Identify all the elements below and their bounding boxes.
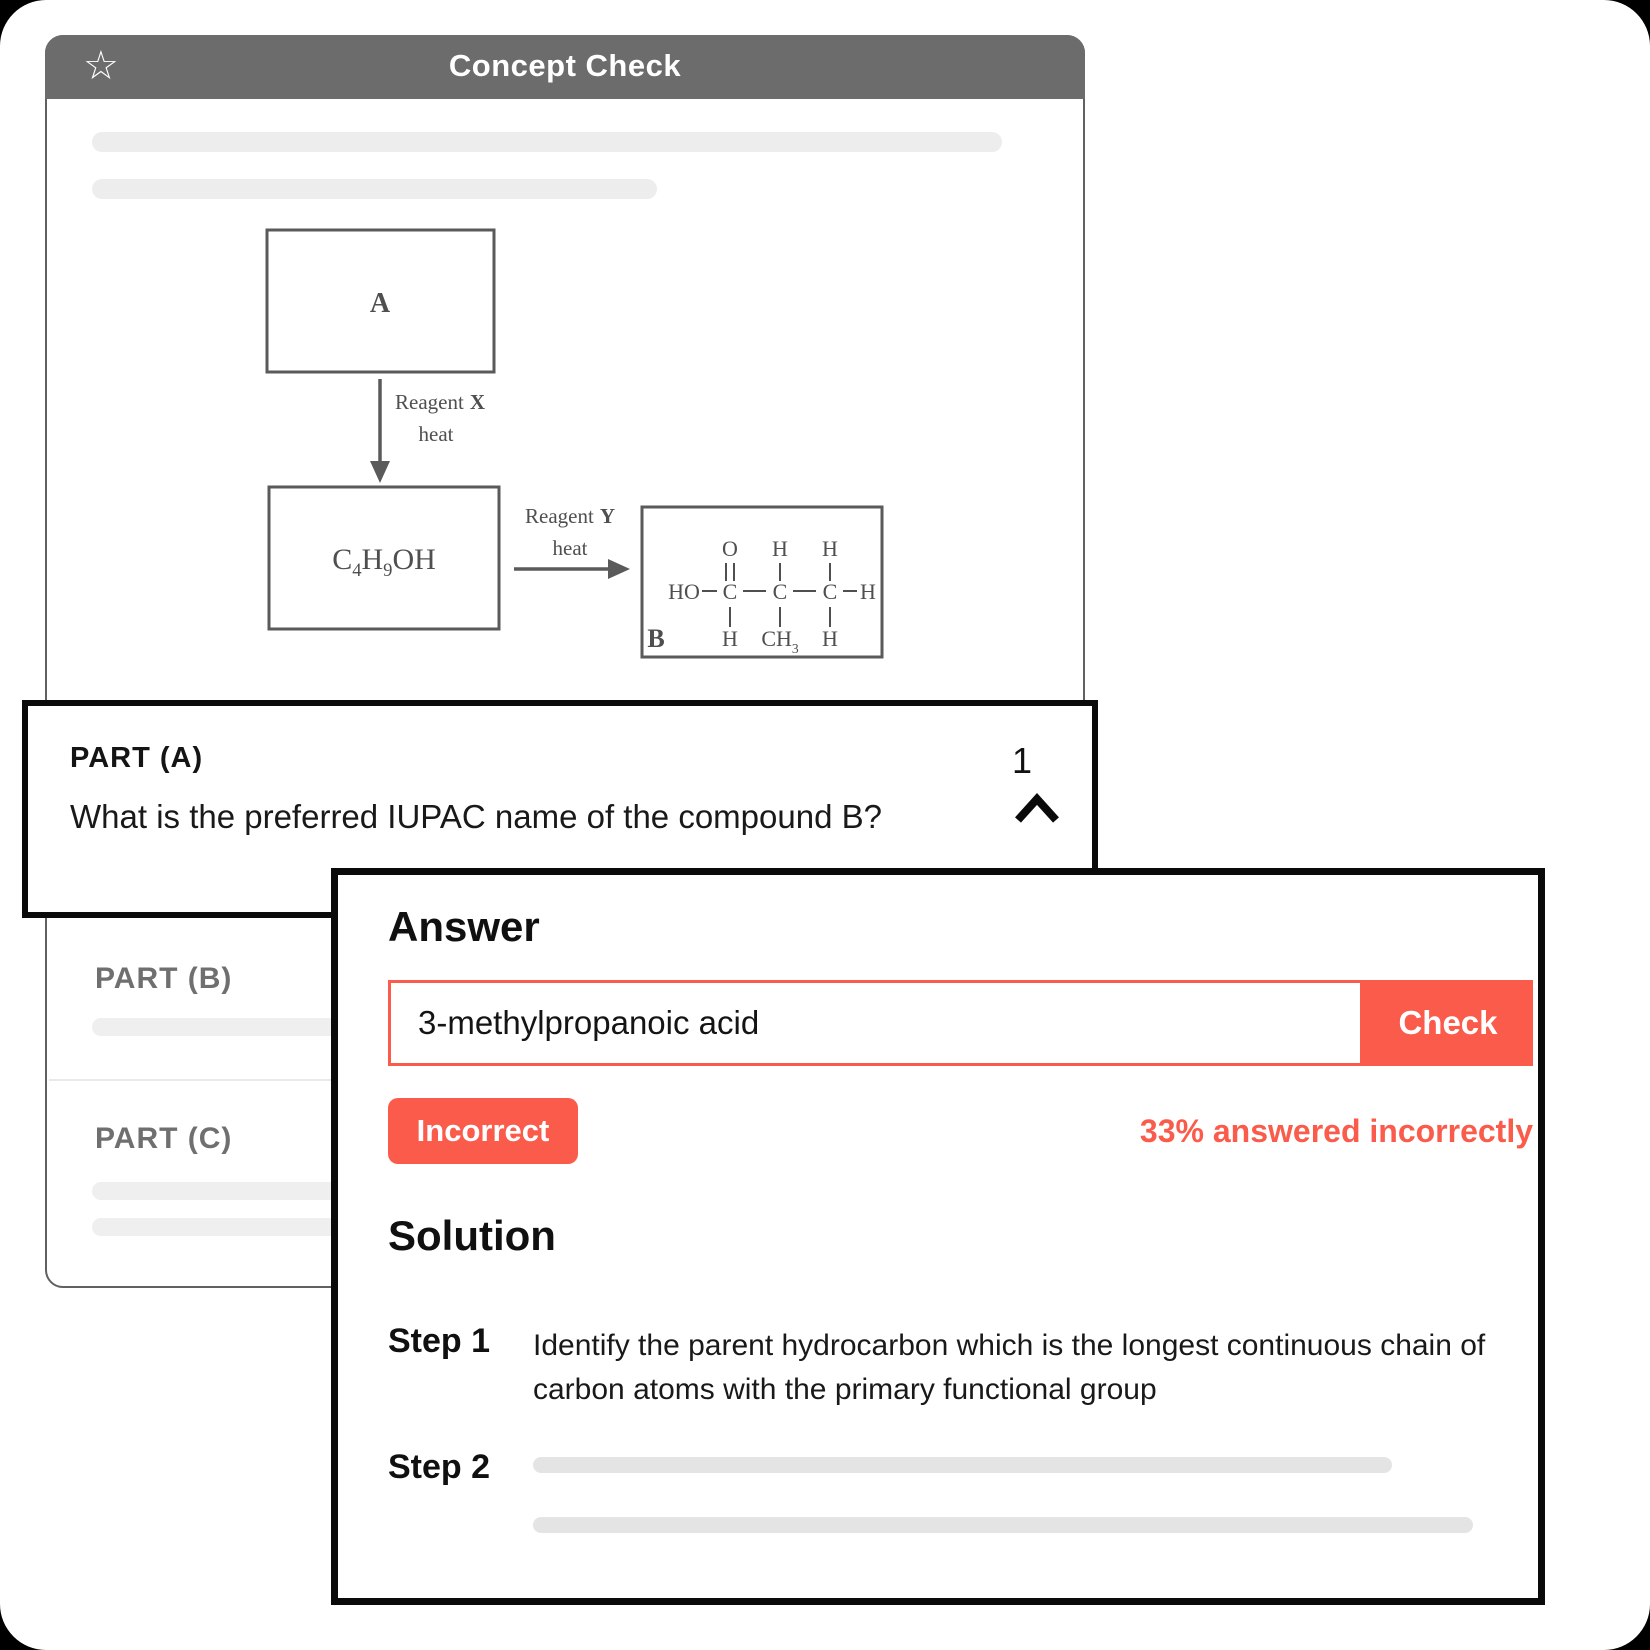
answer-input[interactable] [388, 980, 1363, 1066]
intermediate-box [269, 487, 499, 629]
atom-c: C [822, 579, 838, 604]
arrow-right-head [608, 559, 630, 579]
check-button[interactable]: Check [1363, 980, 1533, 1066]
atom-c: C [772, 579, 788, 604]
reagent-x-label: Reagent X [395, 390, 485, 414]
collapse-chevron-up-icon[interactable] [1014, 792, 1060, 824]
skeleton-line [92, 132, 1002, 152]
status-badge: Incorrect [388, 1098, 578, 1164]
atom-ch3: $CH_3$ [761, 626, 799, 656]
step-text-line: Identify the parent hydrocarbon which is the longest continuous chain of [533, 1329, 1486, 1362]
card-header [45, 35, 1085, 99]
step-label: Step 2 [388, 1448, 491, 1486]
question-text: What is the preferred IUPAC name of the compound B? [70, 798, 882, 835]
atom-c: C [722, 579, 738, 604]
intermediate-formula: $C_4H_9OH$ [332, 543, 436, 581]
atom-h: H [822, 626, 838, 651]
card-title: Concept Check [448, 48, 682, 83]
solution-heading: Solution [388, 1212, 556, 1259]
answer-heading: Answer [388, 903, 540, 950]
heat-label-2: heat [552, 536, 588, 560]
reaction-diagram [62, 217, 1042, 687]
skeleton-line [533, 1457, 1392, 1473]
atom-h: H [822, 536, 838, 561]
part-c-label: PART (C) [95, 1122, 233, 1155]
stat-text: 33% answered incorrectly [1139, 1112, 1533, 1149]
compound-b-label: B [647, 624, 665, 653]
atom-h: H [722, 626, 738, 651]
skeleton-line [533, 1517, 1473, 1533]
answer-input-row [388, 980, 1533, 1066]
star-icon[interactable]: ☆ [83, 43, 119, 89]
atom-h: H [860, 579, 876, 604]
atom-o: O [722, 536, 738, 561]
part-a-label: PART (A) [70, 742, 204, 774]
part-b-label: PART (B) [95, 962, 233, 995]
atom-h: H [772, 536, 788, 561]
answer-panel [331, 868, 1545, 1605]
part-count: 1 [1011, 740, 1033, 781]
heat-label-1: heat [418, 422, 454, 446]
step-label: Step 1 [388, 1322, 491, 1360]
reagent-y-label: Reagent Y [525, 504, 615, 528]
status-row [388, 1098, 1533, 1164]
skeleton-line [92, 179, 657, 199]
step-text-line: carbon atoms with the primary functional group [533, 1373, 1157, 1406]
compound-a-label: A [369, 288, 391, 319]
arrow-down-head [370, 461, 390, 483]
atom-ho: HO [668, 579, 700, 604]
step-text [533, 1324, 1485, 1412]
